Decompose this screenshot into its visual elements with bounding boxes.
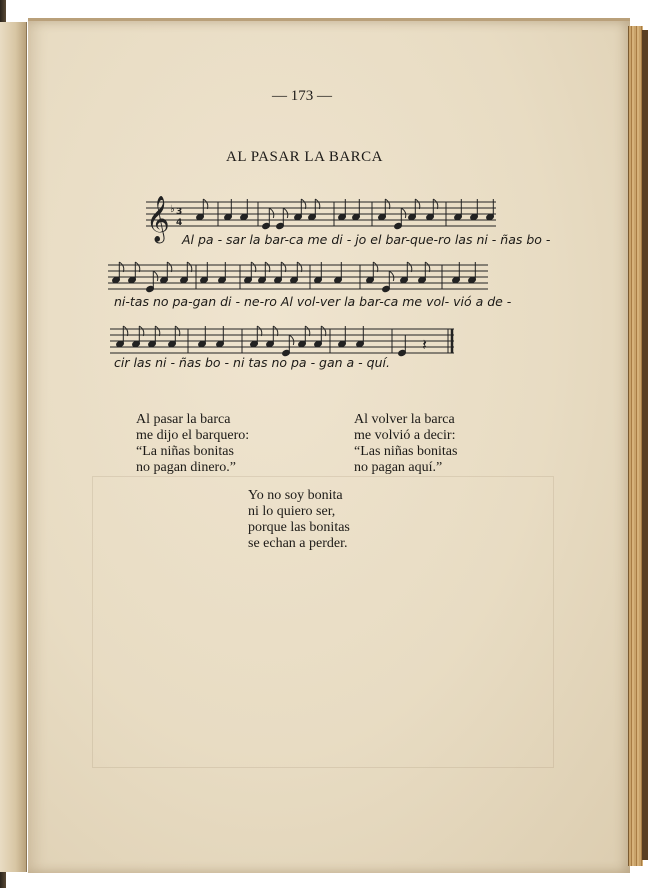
- note-flag: [425, 262, 430, 272]
- note-flag: [301, 199, 306, 209]
- staff-3: [110, 329, 454, 353]
- note-flag: [415, 199, 420, 209]
- note-flag: [269, 208, 274, 218]
- verse-right: [354, 412, 457, 476]
- flat-sign-icon: ♭: [170, 204, 175, 215]
- note-flag: [139, 326, 144, 336]
- verse-center: [248, 488, 350, 552]
- verse-line: se echan a perder.: [248, 536, 348, 551]
- note-flag: [187, 262, 192, 272]
- verse-left: [136, 412, 249, 476]
- note-flag: [315, 199, 320, 209]
- note-flag: [273, 326, 278, 336]
- note-flag: [373, 262, 378, 272]
- note-flag: [321, 326, 326, 336]
- verse-line: me dijo el barquero:: [136, 428, 250, 443]
- verse-line: no pagan aquí.”: [354, 460, 443, 475]
- page-number: — 173 —: [272, 88, 332, 104]
- note-flag: [407, 262, 412, 272]
- note-flag: [289, 335, 294, 345]
- treble-clef-icon: 𝄞: [146, 196, 170, 242]
- note-flag: [433, 199, 438, 209]
- time-signature-bottom: 4: [176, 218, 183, 228]
- note-flag: [265, 262, 270, 272]
- note-flag: [401, 208, 406, 218]
- note-flag: [389, 271, 394, 281]
- note-flag: [257, 326, 262, 336]
- note-flag: [119, 262, 124, 272]
- verse-line: me volvió a decir:: [354, 428, 456, 443]
- song-title: AL PASAR LA BARCA: [226, 149, 384, 165]
- rest-icon: 𝄽: [422, 335, 427, 354]
- note-flag: [281, 262, 286, 272]
- note-flag: [135, 262, 140, 272]
- verse-line: no pagan dinero.”: [136, 460, 236, 475]
- verse-line: Al volver la barca: [354, 412, 455, 427]
- note-flag: [155, 326, 160, 336]
- note-flag: [123, 326, 128, 336]
- verse-line: “La niñas bonitas: [136, 444, 234, 459]
- time-signature-top: 3: [176, 207, 183, 217]
- verse-line: ni lo quiero ser,: [248, 504, 336, 519]
- verse-line: “Las niñas bonitas: [354, 444, 458, 459]
- note-flag: [297, 262, 302, 272]
- note-flag: [283, 208, 288, 218]
- note-flag: [175, 326, 180, 336]
- lyrics-line-2: ni-tas no pa-gan di - ne-ro Al vol-ver la bar-ca me vol- vió a de -: [114, 294, 512, 309]
- note-flag: [305, 326, 310, 336]
- note-flag: [203, 199, 208, 209]
- note-flag: [251, 262, 255, 272]
- note-flag: [385, 199, 390, 209]
- lyrics-line-3: cir las ni - ñas bo - ni tas no pa - gan a - quí.: [114, 355, 390, 370]
- verse-line: porque las bonitas: [248, 520, 350, 535]
- note-flag: [167, 262, 172, 272]
- verse-line: Al pasar la barca: [136, 412, 231, 427]
- verse-line: Yo no soy bonita: [248, 488, 343, 503]
- note-flag: [153, 271, 158, 281]
- staff-1: [146, 202, 496, 226]
- lyrics-line-1: Al pa - sar la bar-ca me di - jo el bar-que-ro las ni - ñas bo -: [182, 232, 551, 247]
